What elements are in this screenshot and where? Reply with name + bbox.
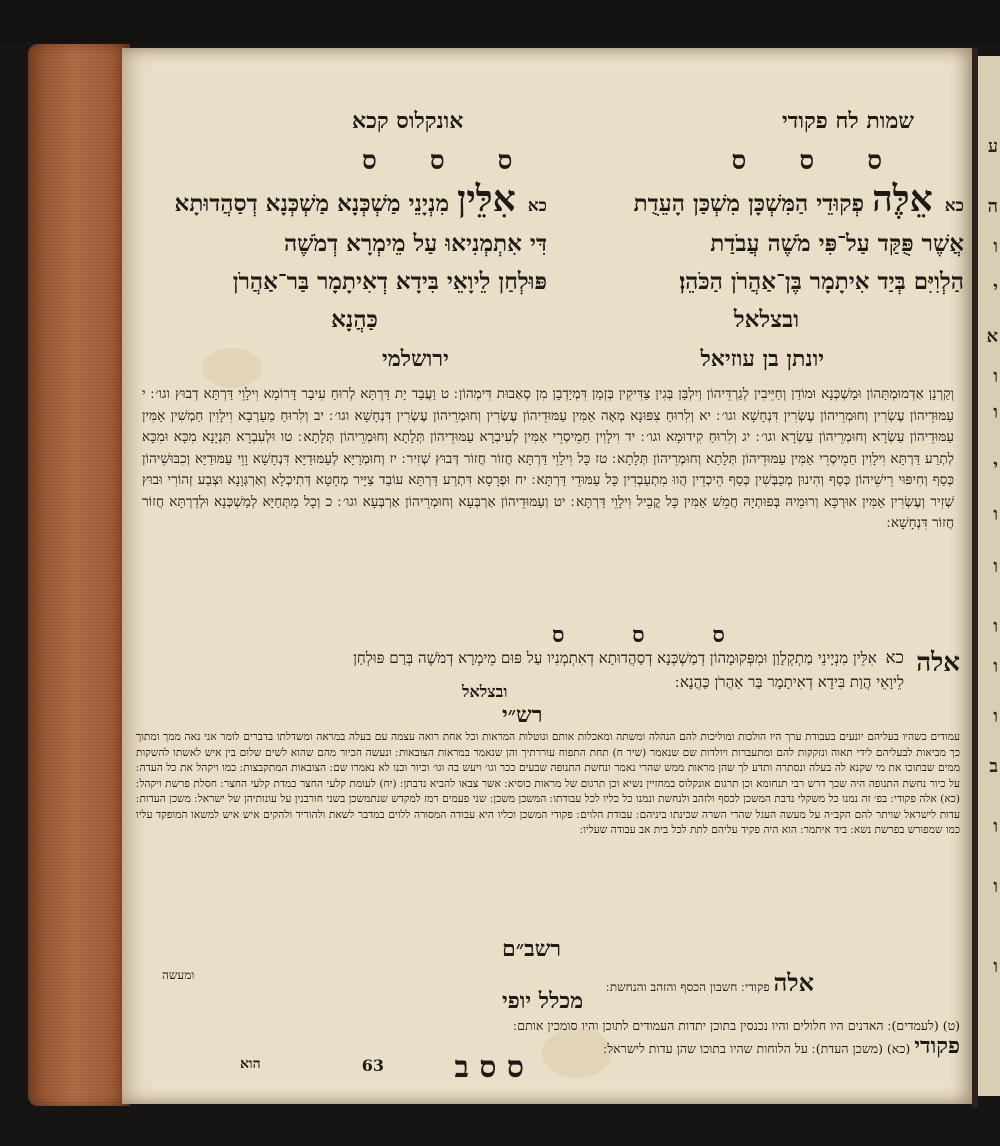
facing-page-letter: ו (993, 956, 998, 977)
page-number: 63 (361, 1056, 384, 1075)
rashbam-end-word: ומעשה (162, 968, 195, 982)
aramaic-line: פּוּלְחַן לֵיוָאֵי בִּידָא דְאִיתָמָר בַּר־אַהֲרֹן (232, 268, 547, 295)
rashbam-heading: רשב״ם (502, 936, 562, 962)
running-head (162, 108, 934, 148)
mikhlal-line-text: (לעמדים) ׃ האדנים היו חלולים והיו נכנסין בתוכן יתדות העמודים לתוכן והיו סומכין אותם ׃ (513, 1018, 939, 1033)
rashbam-body: פקודי ׃ חשבון הכסף והזהב והנחשת ׃ (606, 980, 770, 994)
facing-page-letter: ע (987, 136, 998, 157)
rashbam-text (162, 968, 814, 998)
facing-page-letter: י (993, 456, 998, 477)
yerushalmi-lead-word: אלה (916, 648, 960, 678)
facing-page-letter: ו (993, 616, 998, 637)
mikhlal-line-text: (כא) (משכן העדת) ׃ על הלוחות שהיו בתוכו שהן עדות לישראל ׃ (603, 1041, 911, 1056)
facing-page-letter: י (993, 278, 998, 299)
aramaic-last-word: כַּהֲנָא (331, 306, 378, 333)
facing-page-letter: ו (993, 556, 998, 577)
rashbam-lead-word: אלה (773, 968, 814, 997)
aramaic-line: דִּי אִתְמְנִיאוּ עַל מֵימְרָא דְמֹשֶׁה (283, 230, 547, 257)
facing-page-letter: ו (993, 656, 998, 677)
verse-number: כא (944, 196, 964, 216)
facing-page-letter: ב (989, 756, 998, 777)
rashi-commentary: עמודים כשהיו בעליהם יונעים בעבודת ערך היו הולכות ומוליכות להם הנהלה ומשתה ומאכלות אותם ונוטלות המראות וכל אחת רואה עצמה עם בעלה במראה ומשדלתו בדברים לומר אני נאה ממך ומתוך כך מביאות לבעליהם לידי תאוה ונזקקות להם ומתעברות ויולדות שם שנאמר (שיר ח) תחת התפוח עוררתיך והן שנאמר במראות הצובאות ׃ ונעשה הכיור מהם שהוא לשים שלום בין איש לאשתו להשקות ממים שבתוכו את מי שקנא לה בעלה ונסתרה ותדע לך שהן מראות ממש שהרי נאמר ונחשת התנופה שבעים ככר וגו׳ ויעש בה וגו׳ וכיור וכנו לא נאמרו שם ׃ הצובאות המתקבצות ׃ כמו ויקהל את כל העדה ׃ על כיור נחשת התנופה היה שכך דרש רבי תנחומא וכן תרגום אונקלוס במחזיין נשיא וכן תרגום של מראות כוסיא ׃ אשר צבאו להביא נדבתן ׃ (יח) לעומת קלעי החצר כמדת קלעי החצר ׃ חסלת פרשת ויקהל ׃ (כא) אלה פקודי ׃ בפ׳ זה נמנו כל משקלי נדבת המשכן לכסף ולזהב ולנחשת ונמנו כל כליו לכל עבודתו ׃ המשכן משכן ׃ שני פעמים רמז למקדש שנתמשכן בשני חורבנין על עונותיהן של ישראל ׃ משכן העדות ׃ עדות לישראל שויתר להם הקב״ה על מעשה העגל שהרי השרה שכינתו ביניהם ׃ עבודת הלוים ׃ פקודי המשכן וכליו היא עבודה המסורה ללוים במדבר לשאת ולהוריד ולהקים איש איש למשאו המופקד עליו כמו שמפורש בפרשת נשא ׃ ביד איתמר ׃ הוא היה פקיד עליהם לתת לכל בית אב עבודה שעליו ׃ (136, 731, 960, 836)
footer-catchword: הוא (240, 1056, 261, 1072)
yerushalmi-line-text: אִלֵּין מִנְיָינֵי מַתְקְלָוַן וּמִפְּקוּמָהוֹן דְמַשְׁכְּנָא דְסַהֲדוּתָא דְאִתְמְנִיו עַל פּוּם מֵימְרָא דְמֹשֶׁה בְּרַם פּוּלְחַן (353, 649, 877, 667)
section-marks-aramaic: ס ס ס (362, 146, 535, 176)
page-block-edge (28, 44, 130, 1106)
lead-word: אֵלֶּה (872, 178, 933, 220)
running-head-left: אונקלוס קכא (352, 108, 464, 134)
signature-mark: ס ס ב (454, 1050, 524, 1085)
running-head-right: שמות לח פקודי (781, 108, 914, 134)
facing-page-letter: א (986, 326, 998, 347)
section-marks-hebrew: ס ס ס (731, 146, 904, 176)
mikhlal-yofi-text (162, 1016, 960, 1059)
yerushalmi-line (322, 646, 904, 670)
yonatan-heading: יונתן בן עוזיאל (700, 346, 824, 372)
hebrew-line-text: פְקוּדֵי הַמִּשְׁכָּן מִשְׁכַּן הָעֵדֻת (633, 190, 865, 217)
facing-page-letter: ה (987, 196, 998, 217)
facing-page-letter: ו (993, 816, 998, 837)
book-page (122, 48, 974, 1104)
verse-number: כא (527, 196, 547, 216)
yonatan-commentary: וְקַרְנַן אַדְמוּמְתָּהוֹן וּמַשְׁכְּנָא וּמוֹדַן וְחַיֵּיבִין לְגַרְדֵּיהוֹן וְיִלְבָּן בְּגִין צַדִּיקִין בְּזְמַן דִּמְיָדְבָן מִן סְאַבוּת דִּימְהוֹן ׃ ט וַעֲבַד יָת דַּרְתָּא לְרוּחַ עִיבַר דָּרוֹמָא וִילָוֵי דַּרְתָּא דְבוּץ וגו׳ ׃ י עַמּוּדֵיהוֹן עֶשְׂרִין וְחוּמְרֵיהוֹן עֶשְׂרִין דִּנְחָשָׁא וגו׳ ׃ יא וְלִרוּחַ צִפּוּנָא מְאָה אַמִּין עַמּוּדֵיהוֹן עֶשְׂרִין וְחוּמְרֵיהוֹן עֶשְׂרִין דִּנְחָשָׁא וגו׳ ׃ יב וְלִרוּחַ מַעַרְבָא וִילָוִין חַמְשִׁין אַמִּין עַמּוּדֵיהוֹן עַשְׂרָא וְחוּמְרֵיהוֹן עַשְׂרָא וגו׳ ׃ יג וְלִרוּחַ קִידוּמָא וגו׳ ׃ יד וִילָוִין חַמֵיסְרֵי אַמִּין לְעִיבְרָא עַמּוּדֵיהוֹן תְּלָתָא וְחוּמְרֵיהוֹן תְּלָתָא ׃ טו וּלְעִבְרָא תִּנְיָנָא מִכָּא וּמִכָּא לְתְרַע דַּרְתָּא וִילָוִין חַמֵיסְרֵי אַמִּין עַמּוּדֵיהוֹן תְּלָתָא וְחוּמְרֵיהוֹן תְּלָתָא ׃ טז כָּל וִילָוֵי דַּרְתָּא חֲזוֹר חֲזוֹר דְּבוּץ שְׁזִיר ׃ יז וְחוּמְרַיָּא לְעַמּוּדַיָּא דִּנְחָשָׁא וָוֵי עַמּוּדַיָּא וְכִבּוּשֵׁיהוֹן כְּסַף וְחִיפּוּי רֵישֵׁיהוֹן כְּסַף וְהִינוּן מְכַבְּשִׁין כְּסַף הֵיכְדֵין הֲווּ מִתְעַבְדִין כָּל עַמּוּדֵי דַּרְתָּא ׃ יח וּפְרָסָא דִּתְרַע דַּרְתָּא עוֹבַד צַיָּיר מְחָטָא דְּתִיכְלָא וְאַרְגְּוָנָא וּצְבַע זְהוֹרִי וּבוּץ שְׁזִיר וְעֶשְׂרִין אַמִּין אוּרְכָּא וְרוּמֵיהּ בְּפוּתְיָהּ חֲמֵשׁ אַמִּין כָּל קֳבֵיל וִילָוֵי דַּרְתָּא ׃ יט וְעַמּוּדֵיהוֹן אַרְבְּעָא וְחוּמְרֵיהוֹן אַרְבְּעָא וגו׳ ׃ כ וְכָל מַתְּחַיָּא לְמַשְׁכְּנָא וּלְדַרְתָּא חֲזוֹר חֲזוֹר דִּנְחָשָׁא ׃ (142, 386, 954, 531)
yerushalmi-heading: ירושלמי (382, 346, 449, 372)
facing-page-letter: ו (993, 366, 998, 387)
facing-page-letter: ו (993, 236, 998, 257)
facing-page-edge (978, 56, 1000, 1096)
mikhlal-line (162, 1016, 960, 1036)
verse-number: כא (885, 648, 904, 668)
hebrew-line (569, 180, 964, 225)
hebrew-text-column (569, 180, 964, 339)
mikhlal-lead-word: פקודי (914, 1033, 960, 1059)
mikhlal-marker: (ט) (942, 1018, 960, 1033)
facing-page-letter: ו (993, 504, 998, 525)
mikhlal-line (162, 1033, 960, 1059)
hebrew-catchword: ובצלאל (733, 306, 800, 333)
facing-page-letter: ו (993, 402, 998, 423)
mikhlal-heading: מכלל יופי (502, 988, 584, 1014)
section-marks-middle: ס ס ס (552, 622, 755, 648)
yerushalmi-text (322, 646, 904, 694)
yerushalmi-catchword: ובצלאל (462, 682, 508, 701)
lead-word: אִלֵּין (457, 178, 516, 220)
binding-board (0, 0, 1000, 42)
aramaic-text-column (162, 180, 547, 339)
facing-page-letter: ו (993, 876, 998, 897)
hebrew-line: הַלְוִיִּם בְּיַד אִיתָמָר בֶּן־אַהֲרֹן הַכֹּהֵן׃ (679, 268, 964, 295)
aramaic-line (162, 180, 547, 225)
aramaic-line-text: מִנְיָנֵי מַשְׁכְּנָא מַשְׁכְּנָא דְסַהֲדוּתָא (174, 190, 450, 217)
facing-page-letter: ו (993, 706, 998, 727)
paper-stain (202, 348, 262, 388)
rashi-heading: רש״י (502, 702, 543, 728)
hebrew-line: אֲשֶׁר פֻּקַּד עַל־פִּי מֹשֶׁה עֲבֹדַת (710, 230, 964, 257)
yerushalmi-line: לֵיוָאֵי הֲוַת בִּידָא דְאִיתָמָר בַּר אַהֲרֹן כַּהֲנָא ׃ (675, 673, 904, 691)
